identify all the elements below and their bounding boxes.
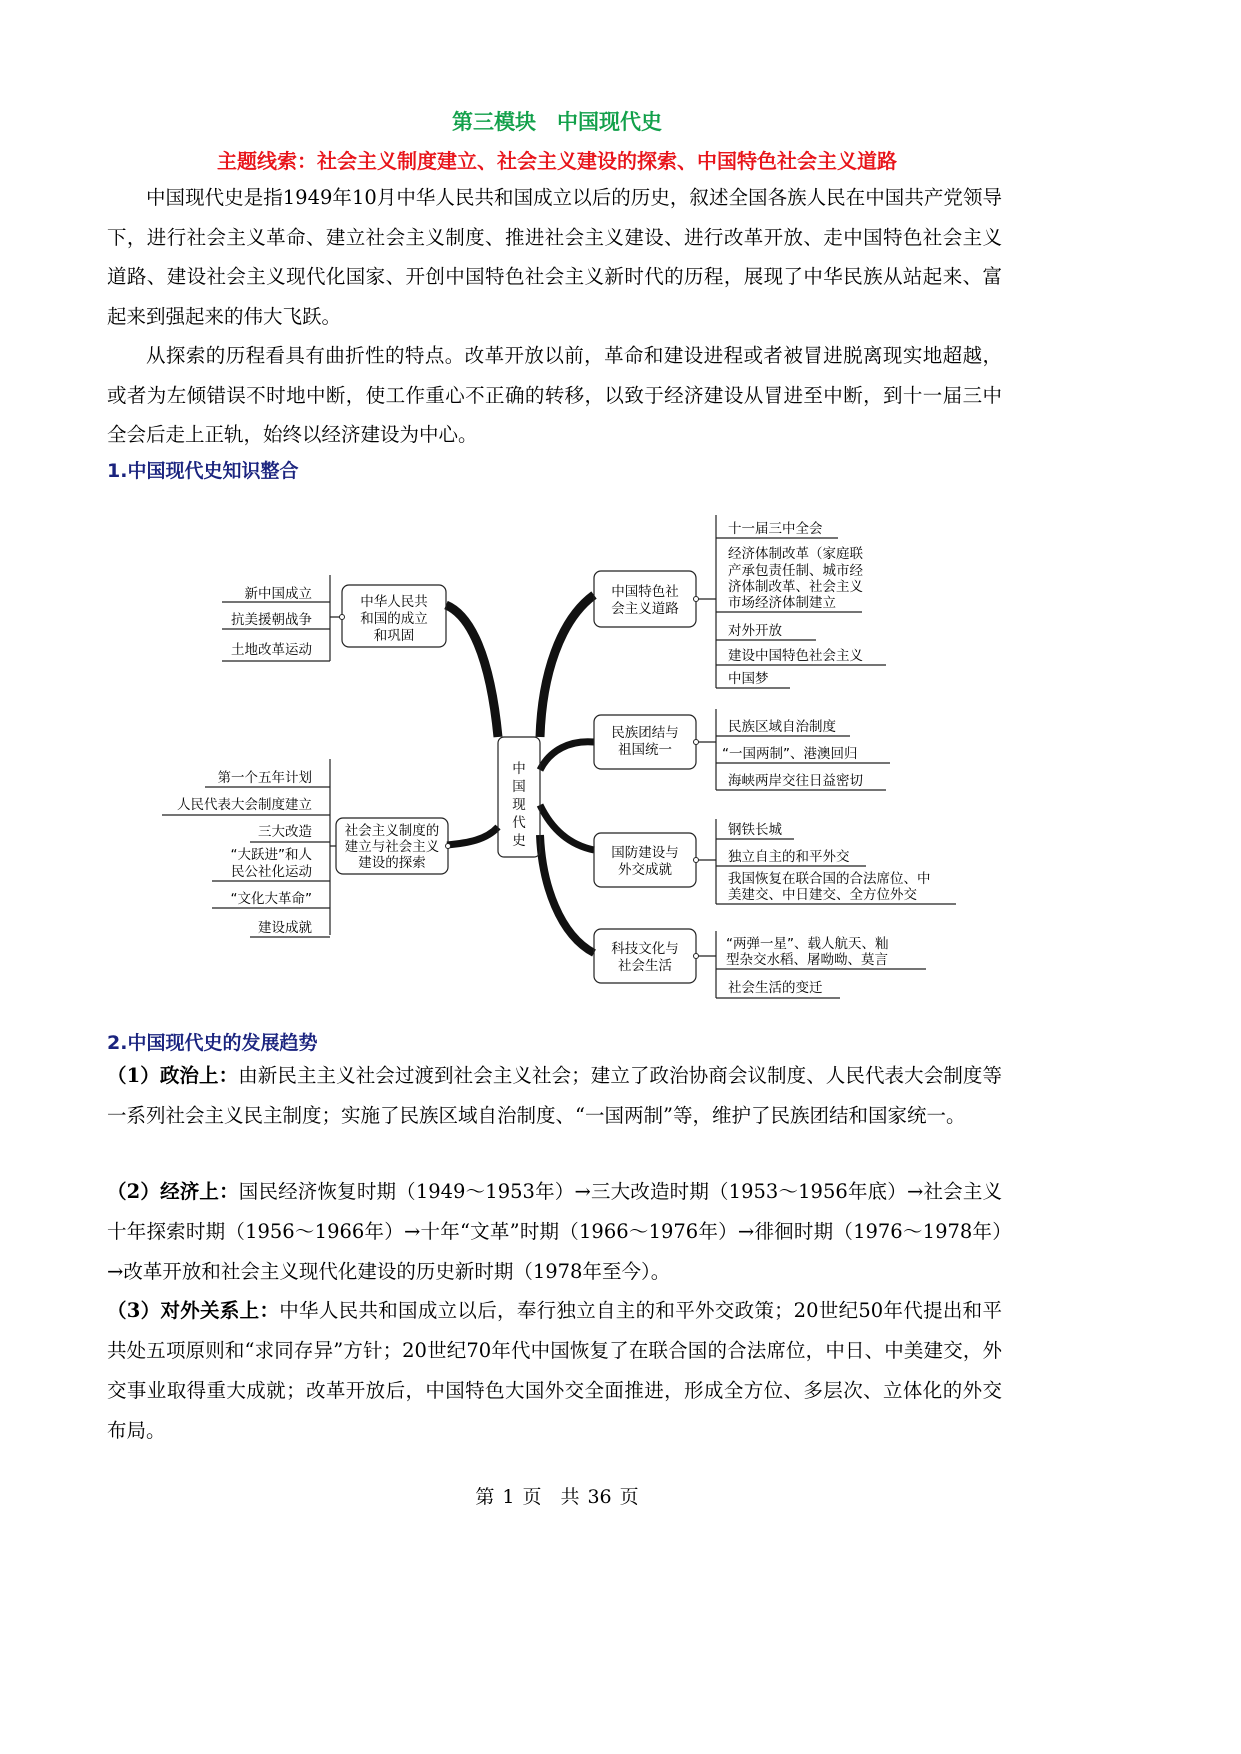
leaf-label: 中国梦 [728, 671, 769, 687]
branch-label: 科技文化与 [611, 941, 679, 957]
leaf-label: 市场经济体制建立 [728, 595, 836, 611]
leaf-label: 我国恢复在联合国的合法席位、中 [728, 871, 931, 887]
leaf-label: 海峡两岸交往日益密切 [728, 773, 863, 789]
connector-right-4 [540, 835, 594, 953]
leaf-label: “两弹一星”、载人航天、籼 [726, 936, 889, 952]
leaf-label: 人民代表大会制度建立 [177, 797, 312, 813]
connector-left-bottom [447, 827, 498, 845]
leaf-label: 济体制改革、社会主义 [728, 579, 863, 595]
branch-label: 中华人民共 [360, 594, 428, 610]
connector-right-2 [540, 742, 594, 770]
trend-label: （2）经济上： [107, 1180, 239, 1203]
center-label-5: 史 [512, 833, 526, 849]
intro-paragraph-2: 从探索的历程看具有曲折性的特点。改革开放以前，革命和建设进程或者被冒进脱离现实地超越，或者为左倾错误不时地中断，使工作重心不正确的转移，以致于经济建设从冒进至中断，到十一届三中全会后走上正轨，始终以经济建设为中心。 [107, 344, 1002, 446]
leaf-label: 经济体制改革（家庭联 [728, 546, 863, 562]
leaf-label: “一国两制”、港澳回归 [722, 746, 858, 762]
leaf-label: 对外开放 [728, 623, 782, 639]
branch-label: 祖国统一 [618, 742, 672, 758]
trend-foreign [107, 1291, 1002, 1451]
section-1-title: 1.中国现代史知识整合 [107, 460, 299, 482]
section-2-title: 2.中国现代史的发展趋势 [107, 1032, 318, 1054]
branch-label: 和国的成立 [360, 611, 428, 627]
page-number: 1 [502, 1486, 515, 1508]
trend-text: 由新民主主义社会过渡到社会主义社会；建立了政治协商会议制度、人民代表大会制度等一系列社会主义民主制度；实施了民族区域自治制度、“一国两制”等，维护了民族团结和国家统一。 [107, 1064, 1002, 1127]
branch-label: 社会主义制度的 [344, 823, 440, 839]
branch-label: 中国特色社 [611, 584, 679, 600]
branch-label: 会主义道路 [611, 601, 679, 617]
page-footer [0, 1482, 1114, 1509]
leaf-label: 三大改造 [258, 824, 312, 840]
leaf-label: 新中国成立 [244, 586, 312, 602]
connector-right-1 [540, 595, 594, 737]
leaf-label: 抗美援朝战争 [231, 612, 312, 628]
center-label-1: 中 [512, 761, 526, 777]
center-label-2: 国 [512, 779, 526, 795]
trend-economic [107, 1172, 1002, 1292]
page-total: 36 [587, 1486, 612, 1508]
leaf-label: “文化大革命” [230, 891, 312, 907]
module-title: 第三模块 中国现代史 [452, 110, 662, 134]
leaf-label: 钢铁长城 [728, 822, 782, 838]
leaf-label: 美建交、中日建交、全方位外交 [728, 887, 917, 903]
branch-label: 建立与社会主义 [344, 839, 440, 855]
trend-text: 中华人民共和国成立以后，奉行独立自主的和平外交政策；20世纪50年代提出和平共处五项原则和“求同存异”方针；20世纪70年代中国恢复了在联合国的合法席位，中日、中美建交，外交事业取得重大成就；改革开放后，中国特色大国外交全面推进，形成全方位、多层次、立体化的外交布局。 [107, 1299, 1002, 1442]
branch-label: 民族团结与 [611, 725, 679, 741]
branch-label: 外交成就 [618, 862, 672, 878]
leaf-label: 社会生活的变迁 [728, 980, 823, 996]
leaf-label: 十一届三中全会 [728, 521, 823, 537]
trend-label: （1）政治上： [107, 1064, 239, 1087]
trend-political [107, 1056, 1002, 1136]
leaf-label: 民公社化运动 [231, 864, 312, 880]
leaf-label: 建设成就 [258, 920, 312, 936]
branch-label: 国防建设与 [611, 845, 679, 861]
leaf-label: 民族区域自治制度 [728, 719, 836, 735]
trend-text: 国民经济恢复时期（1949～1953年）→三大改造时期（1953～1956年底）→社会主义十年探索时期（1956～1966年）→十年“文革”时期（1966～1976年）→徘徊时期（1976～1978年）→改革开放和社会主义现代化建设的历史新时期（1978年至今）。 [107, 1180, 1002, 1283]
intro-paragraph-1: 中国现代史是指1949年10月中华人民共和国成立以后的历史，叙述全国各族人民在中国共产党领导下，进行社会主义革命、建立社会主义制度、推进社会主义建设、进行改革开放、走中国特色社会主义道路、建设社会主义现代化国家、开创中国特色社会主义新时代的历程，展现了中华民族从站起来、富起来到强起来的伟大飞跃。 [107, 186, 1002, 328]
leaf-label: 独立自主的和平外交 [728, 849, 850, 865]
connector-right-3 [540, 805, 594, 850]
branch-label: 和巩固 [373, 628, 415, 644]
connector-left-top [446, 605, 498, 737]
footer-prefix: 第 [475, 1486, 495, 1508]
leaf-label: “大跃进”和人 [230, 847, 312, 863]
trend-label: （3）对外关系上： [107, 1299, 280, 1322]
center-label-4: 代 [512, 815, 526, 831]
center-label-3: 现 [512, 797, 526, 813]
leaf-label: 建设中国特色社会主义 [728, 648, 863, 664]
mind-map [150, 505, 970, 1000]
leaf-label: 土地改革运动 [231, 642, 312, 658]
branch-label: 建设的探索 [358, 855, 426, 871]
footer-suffix: 页 [619, 1486, 639, 1508]
leaf-label: 第一个五年计划 [217, 770, 312, 786]
theme-line: 主题线索：社会主义制度建立、社会主义建设的探索、中国特色社会主义道路 [217, 149, 897, 173]
branch-label: 社会生活 [618, 958, 672, 974]
footer-mid: 页 共 [522, 1486, 580, 1508]
leaf-label: 型杂交水稻、屠呦呦、莫言 [726, 952, 888, 968]
leaf-label: 产承包责任制、城市经 [728, 563, 863, 579]
